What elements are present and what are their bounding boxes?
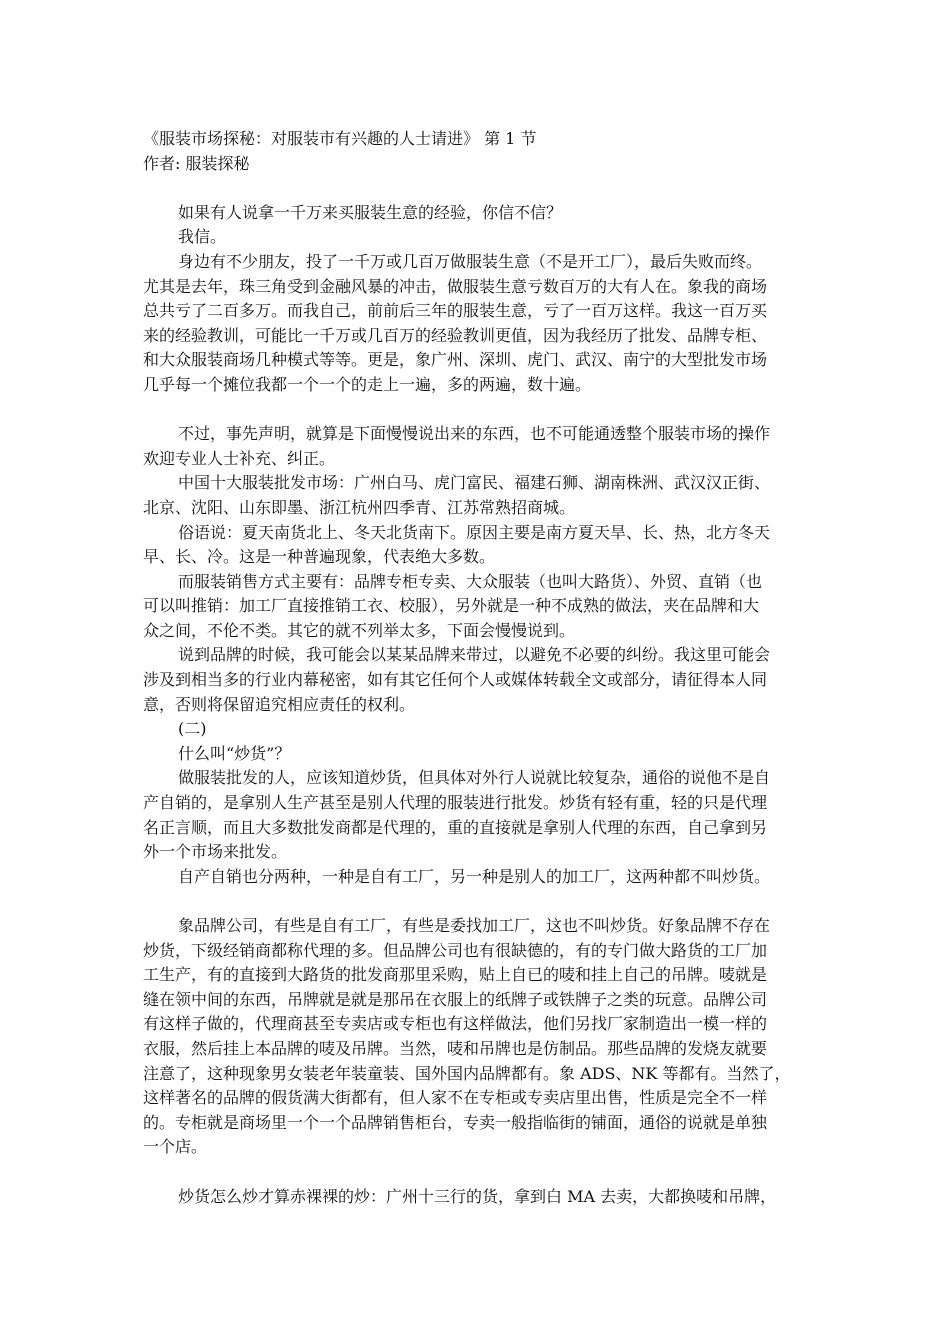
body-line: 这样著名的品牌的假货满大街都有，但人家不在专柜或专卖店里出售，性质是完全不一样 [143, 1088, 768, 1108]
body-line: 如果有人说拿一千万来买服装生意的经验，你信不信？ [178, 202, 563, 222]
body-line: 一个店。 [143, 1137, 208, 1157]
document-body [143, 201, 823, 1209]
body-line: 和大众服装商场几种模式等等。更是，象广州、深圳、虎门、武汉、南宁的大型批发市场 [143, 350, 768, 370]
body-line: 外一个市场来批发。 [143, 842, 288, 862]
body-line: 北京、沈阳、山东即墨、浙江杭州四季青、江苏常熟招商城。 [143, 497, 576, 517]
body-line: 缝在领中间的东西，吊牌就是就是那吊在衣服上的纸牌子或铁牌子之类的玩意。品牌公司 [143, 989, 768, 1009]
body-line: 俗语说：夏天南货北上、冬天北货南下。原因主要是南方夏天旱、长、热，北方冬天 [178, 522, 771, 542]
blank-line [143, 398, 823, 423]
body-line: 而服装销售方式主要有：品牌专柜专卖、大众服装（也叫大路货）、外贸、直销（也 [178, 571, 763, 591]
body-line: 来的经验教训，可能比一千万或几百万的经验教训更值，因为我经历了批发、品牌专柜、 [143, 325, 768, 345]
document-title: 《服装市场探秘：对服装市有兴趣的人士请进》 第 1 节 [143, 129, 537, 148]
body-line: 尤其是去年，珠三角受到金融风暴的冲击，做服装生意亏数百万的大有人在。象我的商场 [143, 276, 768, 296]
body-line: 众之间，不伦不类。其它的就不列举太多，下面会慢慢说到。 [143, 620, 576, 640]
body-line: 注意了，这种现象男女装老年装童装、国外国内品牌都有。象 ADS、NK 等都有。当然了， [143, 1063, 791, 1083]
body-line: 什么叫“炒货”？ [178, 743, 291, 763]
body-line: 可以叫推销：加工厂直接推销工衣、校服），另外就是一种不成熟的做法，夹在品牌和大 [143, 596, 760, 616]
body-line: 有这样子做的，代理商甚至专卖店或专柜也有这样做法，他们另找厂家制造出一模一样的 [143, 1014, 768, 1034]
body-line: 名正言顺，而且大多数批发商都是代理的，重的直接就是拿别人代理的东西，自己拿到另 [143, 817, 768, 837]
body-line: 的。专柜就是商场里一个一个品牌销售柜台，专卖一般指临街的铺面，通俗的说就是单独 [143, 1112, 768, 1132]
body-line: 象品牌公司，有些是自有工厂，有些是委找加工厂，这也不叫炒货。好象品牌不存在 [178, 916, 771, 935]
body-line: (二) [178, 719, 207, 739]
body-line: 总共亏了二百多万。而我自己，前前后三年的服装生意，亏了一百万这样。我这一百万买 [143, 301, 768, 321]
blank-line [143, 889, 823, 914]
body-line: 衣服，然后挂上本品牌的唛及吊牌。当然，唛和吊牌也是仿制品。那些品牌的发烧友就要 [143, 1038, 768, 1058]
body-line: 我信。 [178, 227, 227, 247]
body-line: 炒货怎么炒才算赤裸裸的炒：广州十三行的货，拿到白 MA 去卖，大都换唛和吊牌， [178, 1186, 777, 1206]
body-line: 自产自销也分两种，一种是自有工厂，另一种是别人的加工厂，这两种都不叫炒货。 [178, 866, 771, 886]
blank-line [143, 1160, 823, 1185]
body-line: 说到品牌的时候，我可能会以某某品牌来带过，以避免不必要的纠纷。我这里可能会 [178, 645, 771, 665]
body-line: 炒货，下级经销商都称代理的多。但品牌公司也有很缺德的，有的专门做大路货的工厂加 [143, 940, 768, 960]
document-page [143, 127, 823, 1209]
body-line: 欢迎专业人士补充、纠正。 [143, 448, 336, 468]
body-line: 中国十大服装批发市场：广州白马、虎门富民、福建石狮、湖南株洲、武汉汉正街、 [178, 473, 771, 493]
document-author: 作者: 服装探秘 [143, 153, 250, 173]
body-line: 不过，事先声明，就算是下面慢慢说出来的东西，也不可能通透整个服装市场的操作 [178, 424, 771, 444]
body-line: 工生产，有的直接到大路货的批发商那里采购，贴上自已的唛和挂上自己的吊牌。唛就是 [143, 965, 768, 985]
body-line: 做服装批发的人，应该知道炒货，但具体对外行人说就比较复杂，通俗的说他不是自 [178, 768, 771, 788]
body-line: 产自销的，是拿别人生产甚至是别人代理的服装进行批发。炒货有轻有重，轻的只是代理 [143, 793, 768, 813]
body-line: 身边有不少朋友，投了一千万或几百万做服装生意（不是开工厂），最后失败而终。 [178, 251, 763, 271]
spacer [143, 176, 823, 201]
body-line: 意，否则将保留追究相应责任的权利。 [143, 694, 416, 714]
body-line: 几乎每一个摊位我都一个一个的走上一遍，多的两遍，数十遍。 [143, 374, 592, 394]
body-line: 早、长、冷。这是一种普遍现象，代表绝大多数。 [143, 547, 496, 567]
body-line: 涉及到相当多的行业内幕秘密，如有其它任何个人或媒体转载全文或部分，请征得本人同 [143, 670, 768, 690]
